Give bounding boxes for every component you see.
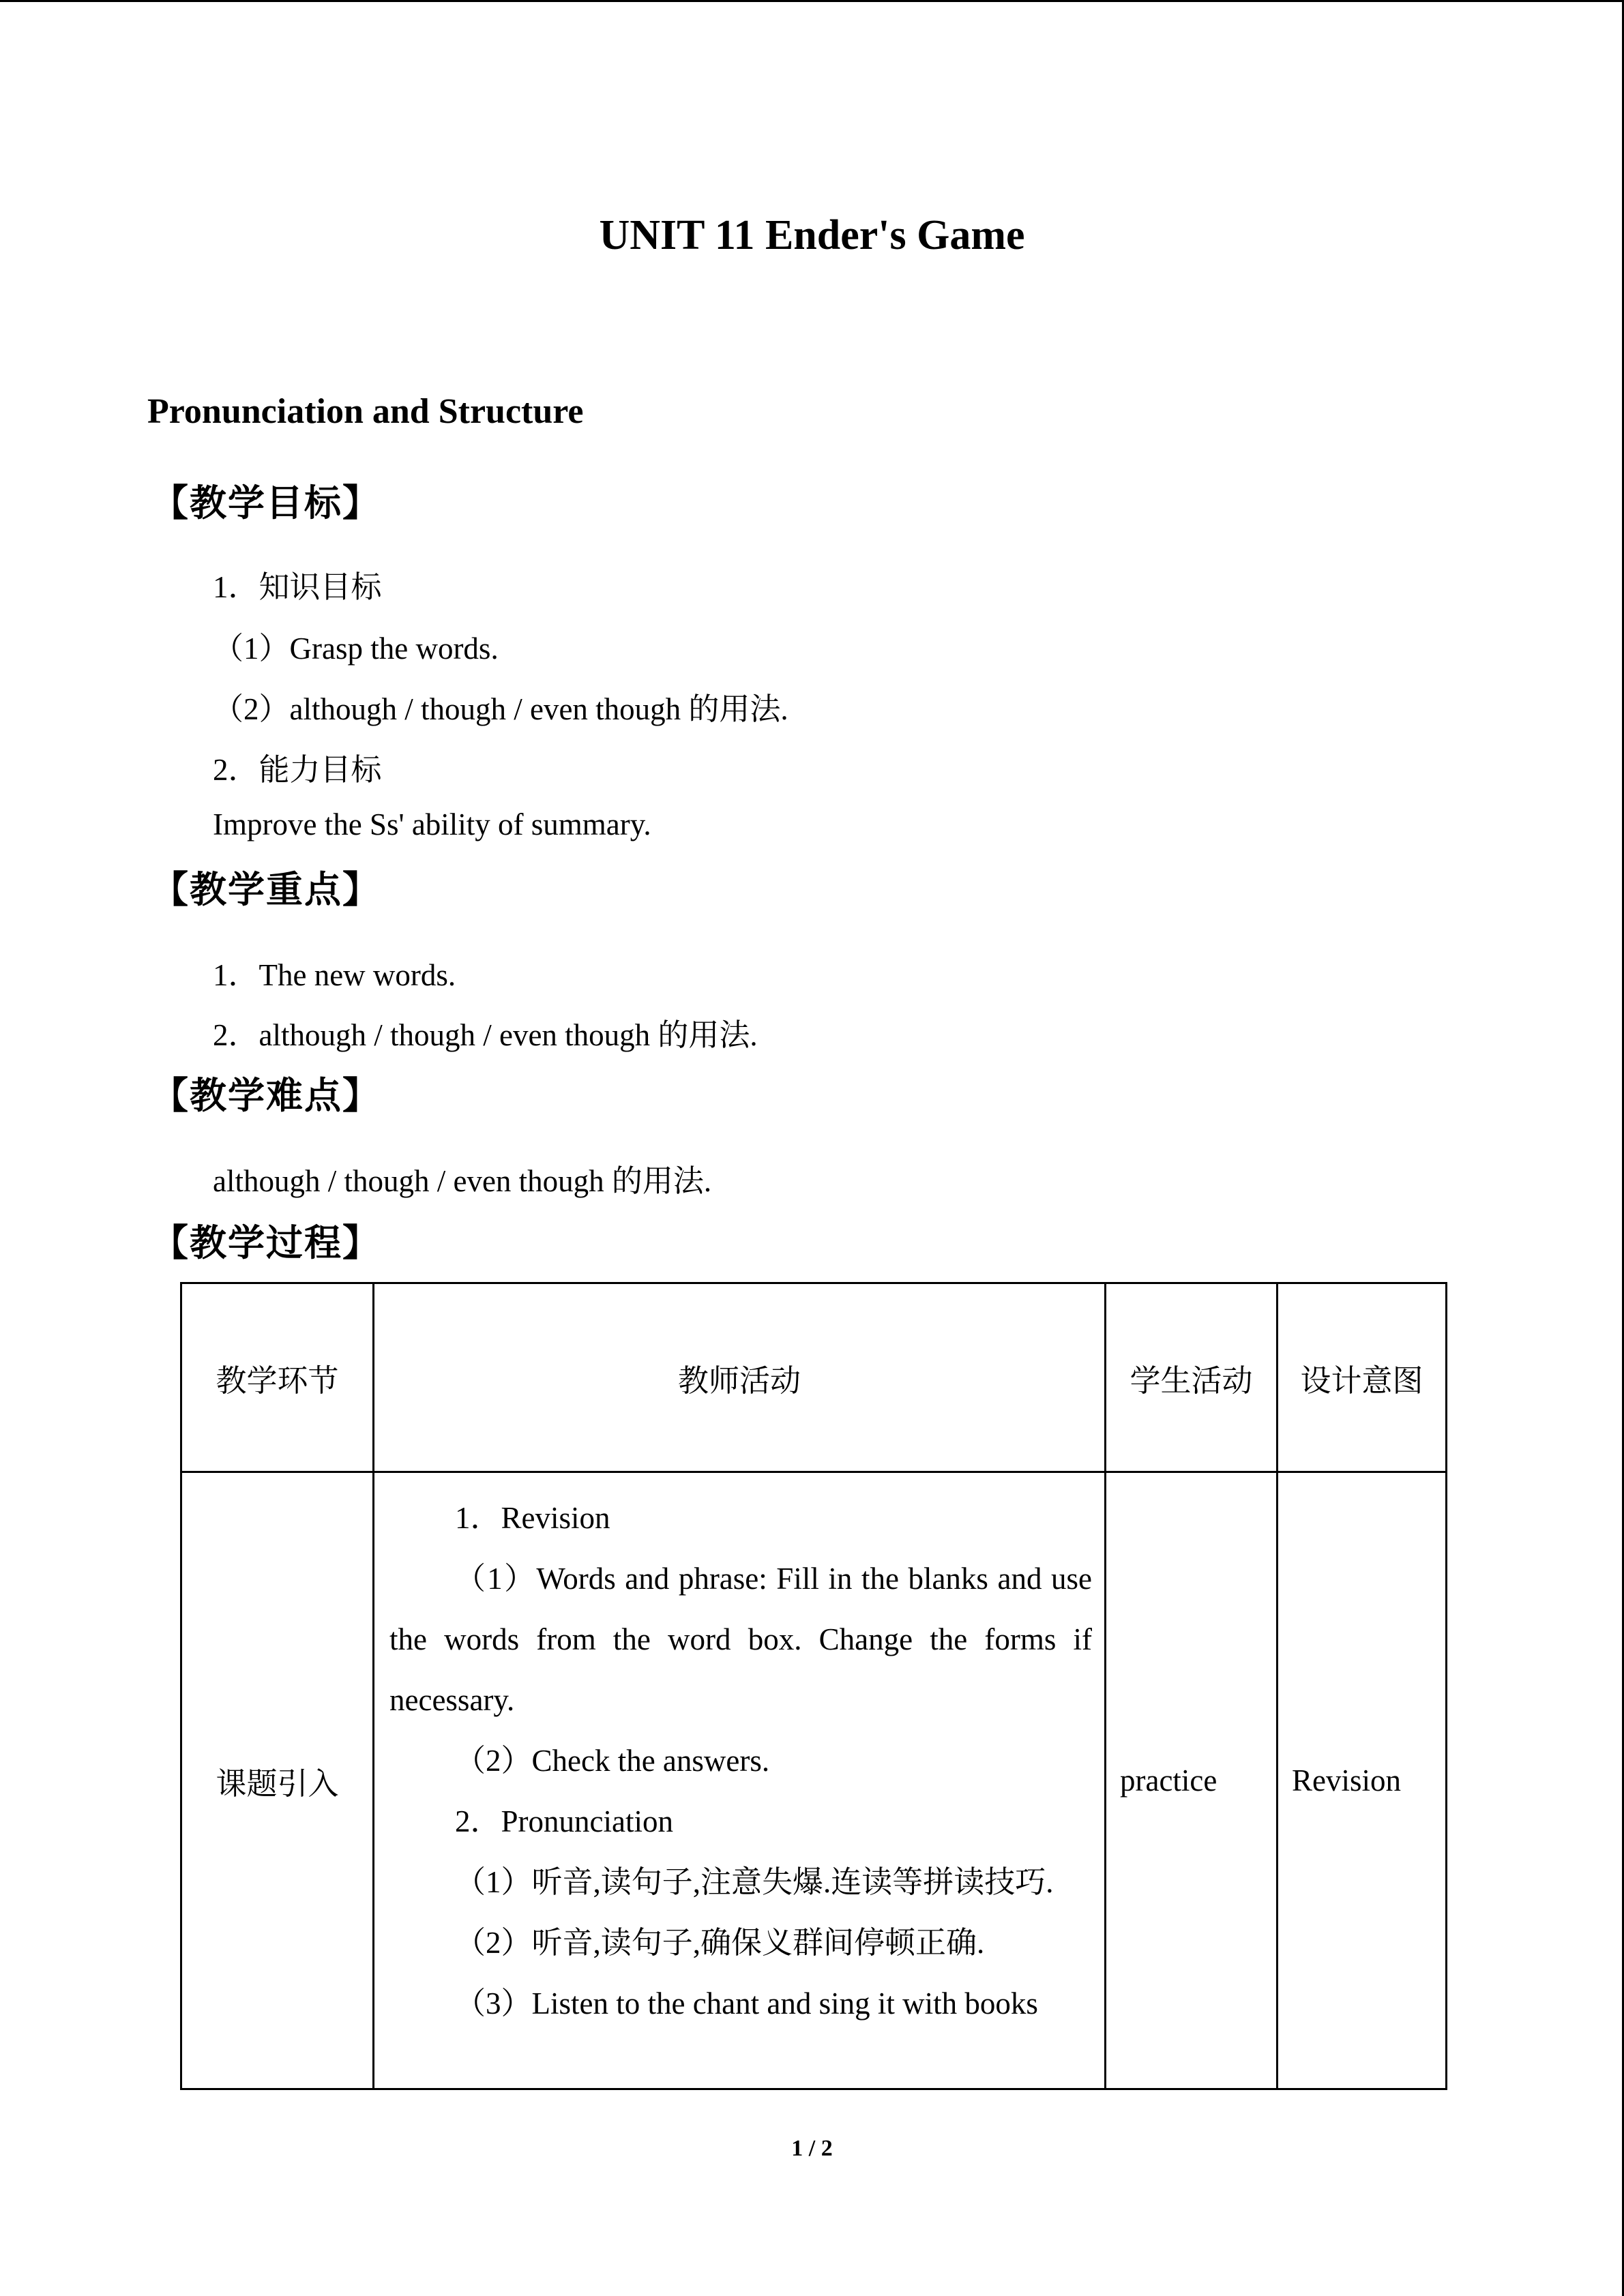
cell-stage: 课题引入 (181, 1472, 374, 2089)
table-row (181, 1472, 1447, 2089)
objective-item: Improve the Ss' ability of summary. (213, 807, 651, 841)
header-purpose: 设计意图 (1278, 1283, 1447, 1472)
teacher-step: （2）Check the answers. (455, 1744, 770, 1778)
key-point-item: 2．although / though / even though 的用法. (213, 1018, 758, 1052)
key-point-item: 1．The new words. (213, 958, 456, 992)
cell-teacher-activity (374, 1472, 1106, 2089)
heading-key-points: 【教学重点】 (151, 869, 381, 910)
header-stage: 教学环节 (181, 1283, 374, 1472)
teacher-step: 2．Pronunciation (455, 1804, 673, 1838)
teacher-step: （1）听音,读句子,注意失爆.连读等拼读技巧. (455, 1865, 1054, 1899)
cell-student-activity: practice (1106, 1472, 1278, 2089)
cell-purpose: Revision (1278, 1472, 1447, 2089)
objective-item: （1）Grasp the words. (213, 631, 499, 666)
teacher-step: （2）听音,读句子,确保义群间停顿正确. (455, 1926, 985, 1960)
objective-item: 1．知识目标 (213, 570, 382, 604)
document-title: UNIT 11 Ender's Game (599, 212, 1025, 258)
document-subtitle: Pronunciation and Structure (147, 392, 584, 431)
teaching-process-table (180, 1282, 1447, 2090)
table-header-row (181, 1283, 1447, 1472)
heading-difficulties: 【教学难点】 (151, 1075, 381, 1116)
heading-objectives: 【教学目标】 (151, 483, 381, 524)
heading-process: 【教学过程】 (151, 1223, 381, 1264)
header-student-activity: 学生活动 (1106, 1283, 1278, 1472)
objective-item: 2．能力目标 (213, 753, 382, 787)
difficulty-item: although / though / even though 的用法. (213, 1164, 712, 1198)
teacher-step: 1．Revision (455, 1501, 610, 1535)
objective-item: （2）although / though / even though 的用法. (213, 692, 788, 726)
page-number: 1 / 2 (791, 2136, 833, 2161)
page-top-border (0, 0, 1624, 2)
header-teacher-activity: 教师活动 (374, 1283, 1106, 1472)
teacher-step: （1）Words and phrase: Fill in the blanks and use the words from the word box. Change the forms if necessary. (389, 1562, 1092, 1717)
teacher-step: （3）Listen to the chant and sing it with books (455, 1986, 1038, 2021)
